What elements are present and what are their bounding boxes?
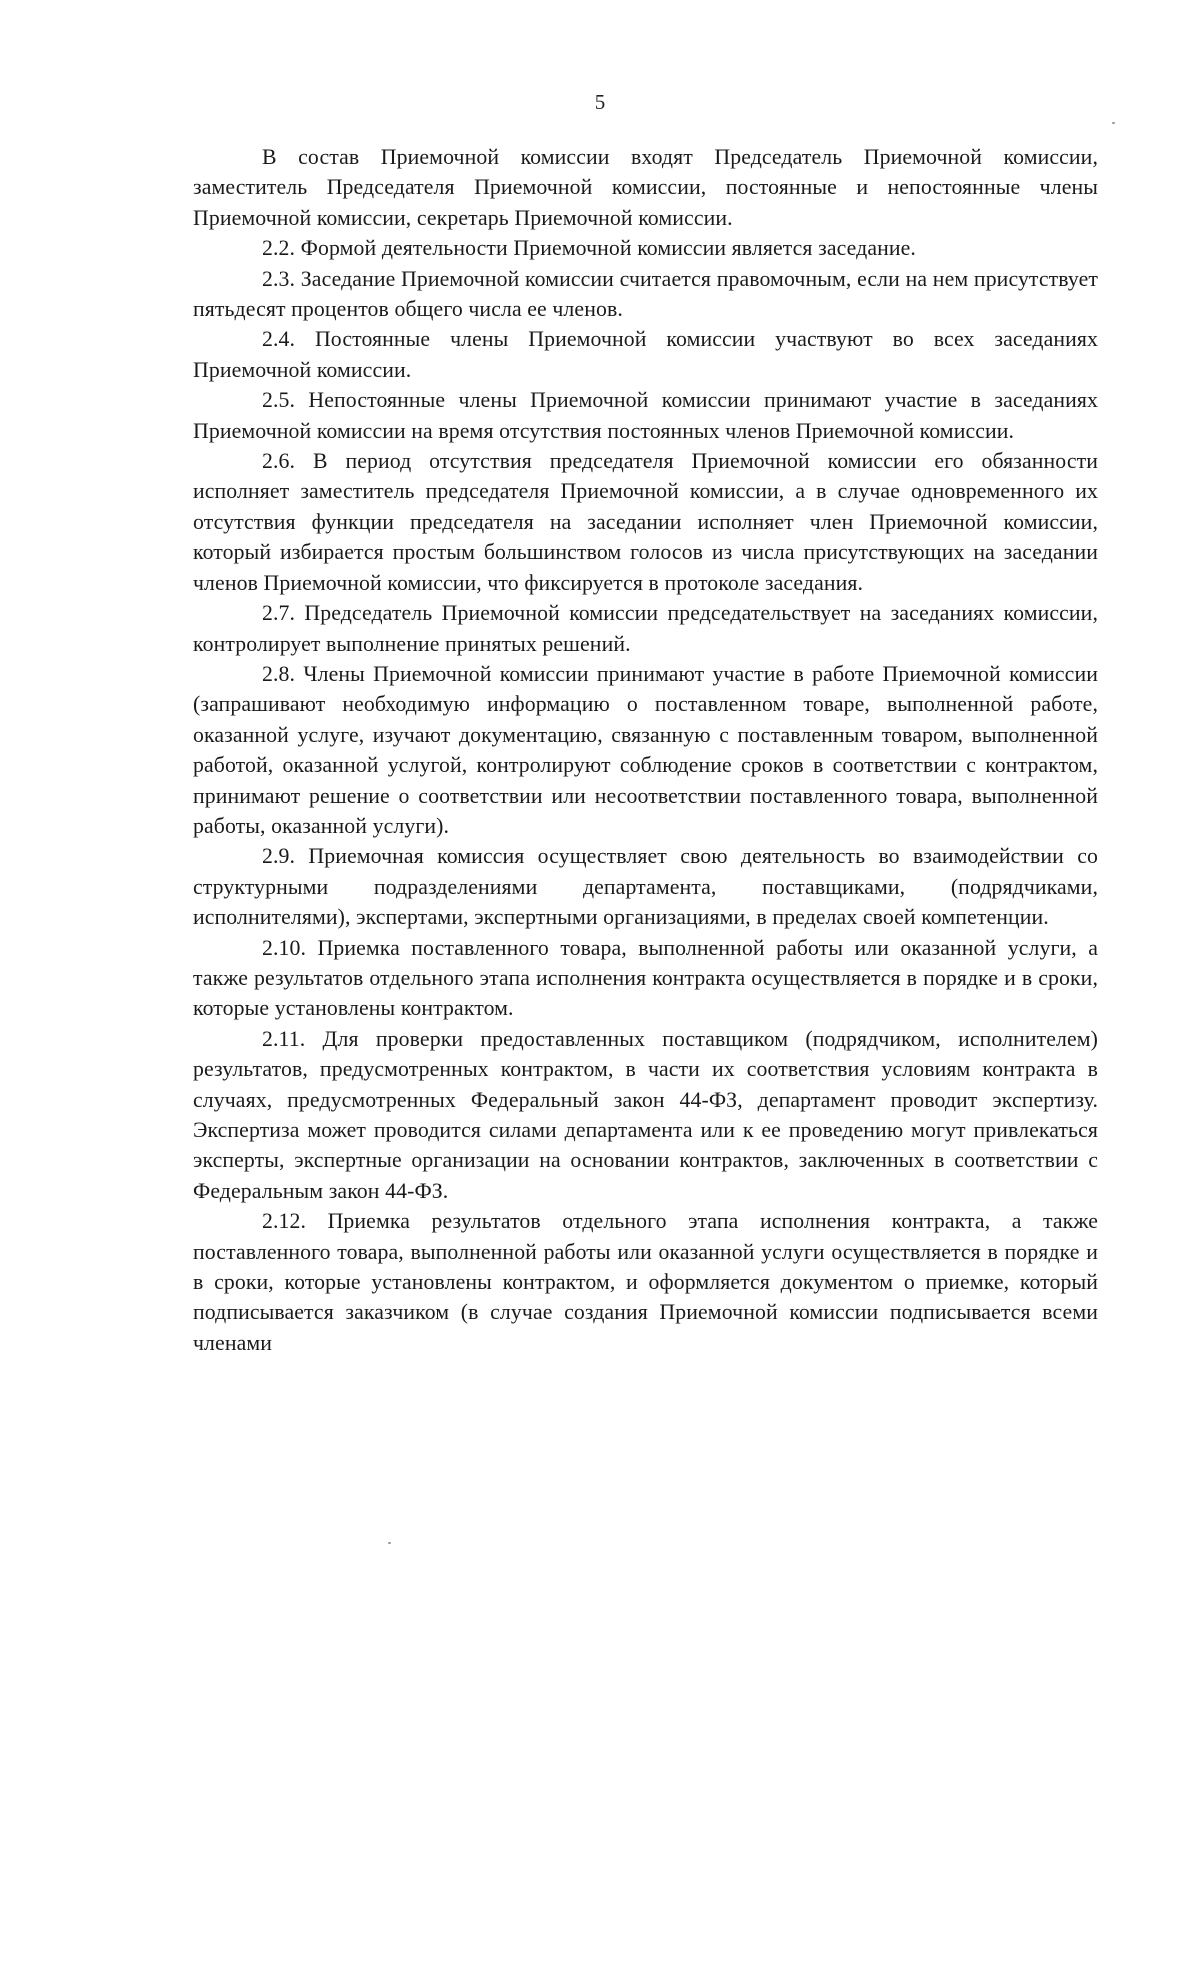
paragraph-2-7: 2.7. Председатель Приемочной комиссии председательствует на заседаниях комиссии, контролирует выполнение принятых решений. xyxy=(193,601,1098,656)
paragraph-2-12: 2.12. Приемка результатов отдельного этапа исполнения контракта, а также поставленного товара, выполненной работы или оказанной услуги осуществляется в порядке и в сроки, которые установлены контрактом, и оформляется документом о приемке, который подписывается заказчиком (в случае создания Приемочной комиссии подписывается всеми членами xyxy=(193,1209,1098,1355)
scan-artifact-dot xyxy=(388,1542,391,1544)
paragraph-2-5: 2.5. Непостоянные члены Приемочной комиссии принимают участие в заседаниях Приемочной комиссии на время отсутствия постоянных членов Приемочной комиссии. xyxy=(193,388,1098,443)
page-number: 5 xyxy=(594,90,606,114)
paragraph-2-6: 2.6. В период отсутствия председателя Приемочной комиссии его обязанности исполняет заместитель председателя Приемочной комиссии, а в случае одновременного их отсутствия функции председателя на заседании исполняет член Приемочной комиссии, который избирается простым большинством голосов из числа присутствующих на заседании членов Приемочной комиссии, что фиксируется в протоколе заседания. xyxy=(193,449,1098,595)
paragraph-2-4: 2.4. Постоянные члены Приемочной комиссии участвуют во всех заседаниях Приемочной комиссии. xyxy=(193,327,1098,382)
paragraph-2-10: 2.10. Приемка поставленного товара, выполненной работы или оказанной услуги, а также результатов отдельного этапа исполнения контракта осуществляется в порядке и в сроки, которые установлены контрактом. xyxy=(193,935,1098,1021)
paragraph-2-11: 2.11. Для проверки предоставленных поставщиком (подрядчиком, исполнителем) результатов, предусмотренных контрактом, в части их соответствия условиям контракта в случаях, предусмотренных Федеральный закон 44-ФЗ, департамент проводит экспертизу. Экспертиза может проводится силами департамента или к ее проведению могут привлекаться эксперты, экспертные организации на основании контрактов, заключенных в соответствии с Федеральным закон 44-ФЗ. xyxy=(193,1026,1098,1203)
paragraph-2-8: 2.8. Члены Приемочной комиссии принимают участие в работе Приемочной комиссии (запрашивают необходимую информацию о поставленном товаре, выполненной работе, оказанной услуге, изучают документацию, связанную с поставленным товаром, выполненной работой, оказанной услугой, контролируют соблюдение сроков в соответствии с контрактом, принимают решение о соответствии или несоответствии поставленного товара, выполненной работы, оказанной услуги). xyxy=(193,661,1098,838)
paragraph-composition: В состав Приемочной комиссии входят Председатель Приемочной комиссии, заместитель Председателя Приемочной комиссии, постоянные и непостоянные члены Приемочной комиссии, секретарь Приемочной комиссии. xyxy=(193,145,1098,230)
paragraph-2-2: 2.2. Формой деятельности Приемочной комиссии является заседание. xyxy=(262,236,916,261)
document-body xyxy=(193,142,1098,1358)
paragraph-2-9: 2.9. Приемочная комиссия осуществляет свою деятельность во взаимодействии со структурными подразделениями департамента, поставщиками, (подрядчиками, исполнителями), экспертами, экспертными организациями, в пределах своей компетенции. xyxy=(193,844,1098,930)
scan-artifact-dot xyxy=(1112,122,1115,124)
paragraph-2-3: 2.3. Заседание Приемочной комиссии считается правомочным, если на нем присутствует пятьдесят процентов общего числа ее членов. xyxy=(193,266,1098,322)
